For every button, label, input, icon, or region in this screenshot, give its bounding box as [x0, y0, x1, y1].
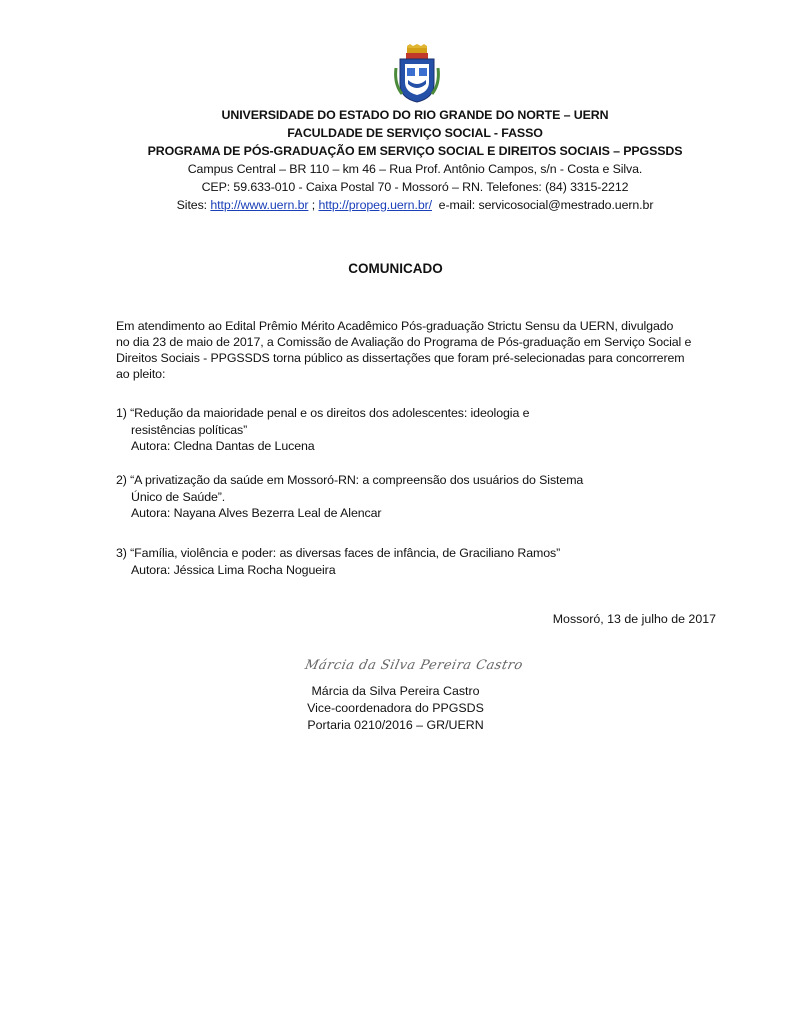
intro-line-3: Direitos Sociais - PPGSSDS torna público as dissertações que foram pré-selecionadas para concorrerem: [116, 351, 685, 365]
list-item-1: [116, 405, 736, 455]
item-3-title-line-1: 3) “Família, violência e poder: as diversas faces de infância, de Graciliano Ramos”: [116, 546, 561, 560]
letterhead: [90, 106, 740, 214]
intro-paragraph: [116, 318, 722, 382]
sites-separator: ;: [308, 198, 319, 212]
item-1-title-line-1: 1) “Redução da maioridade penal e os direitos dos adolescentes: ideologia e: [116, 406, 530, 420]
document-date: Mossoró, 13 de julho de 2017: [552, 612, 716, 626]
item-2-author: Autora: Nayana Alves Bezerra Leal de Alencar: [131, 506, 382, 520]
item-3-author: Autora: Jéssica Lima Rocha Nogueira: [131, 562, 336, 577]
item-1-author: Autora: Cledna Dantas de Lucena: [131, 439, 315, 453]
email-text: e-mail: servicosocial@mestrado.uern.br: [431, 198, 654, 212]
intro-line-2: no dia 23 de maio de 2017, a Comissão de Avaliação do Programa de Pós-graduação em Serviço Social e: [116, 335, 692, 349]
cep-line: CEP: 59.633-010 - Caixa Postal 70 - Mossoró – RN. Telefones: (84) 3315-2212: [201, 180, 629, 194]
sites-line: [90, 196, 740, 214]
signature-text: Márcia da Silva Pereira Castro: [303, 658, 525, 673]
intro-line-4: ao pleito:: [116, 367, 166, 381]
sites-label: Sites:: [176, 198, 211, 212]
item-1-title-line-2: resistências políticas”: [131, 422, 248, 437]
document-title: COMUNICADO: [348, 261, 443, 276]
signer-role: Vice-coordenadora do PPGSDS: [307, 701, 484, 715]
site-link-propeg[interactable]: http://propeg.uern.br/: [318, 198, 432, 212]
item-2-title-line-1: 2) “A privatização da saúde em Mossoró-RN: a compreensão dos usuários do Sistema: [116, 473, 584, 487]
address-line: Campus Central – BR 110 – km 46 – Rua Prof. Antônio Campos, s/n - Costa e Silva.: [187, 162, 643, 176]
signer-portaria: Portaria 0210/2016 – GR/UERN: [307, 718, 484, 732]
signature-block: [0, 683, 791, 734]
handwritten-signature: [300, 652, 560, 676]
university-name: UNIVERSIDADE DO ESTADO DO RIO GRANDE DO NORTE – UERN: [221, 108, 609, 122]
uern-crest-logo: [394, 44, 440, 104]
signer-name: Márcia da Silva Pereira Castro: [311, 684, 480, 698]
list-item-2: [116, 472, 736, 522]
intro-line-1: Em atendimento ao Edital Prêmio Mérito Acadêmico Pós-graduação Strictu Sensu da UERN, divulgado: [116, 319, 674, 333]
item-2-title-line-2: Único de Saúde”.: [131, 489, 226, 504]
list-item-3: [116, 545, 736, 578]
program-name: PROGRAMA DE PÓS-GRADUAÇÃO EM SERVIÇO SOCIAL E DIREITOS SOCIAIS – PPGSSDS: [147, 144, 683, 158]
site-link-uern[interactable]: http://www.uern.br: [210, 198, 309, 212]
faculty-name: FACULDADE DE SERVIÇO SOCIAL - FASSO: [287, 126, 543, 140]
